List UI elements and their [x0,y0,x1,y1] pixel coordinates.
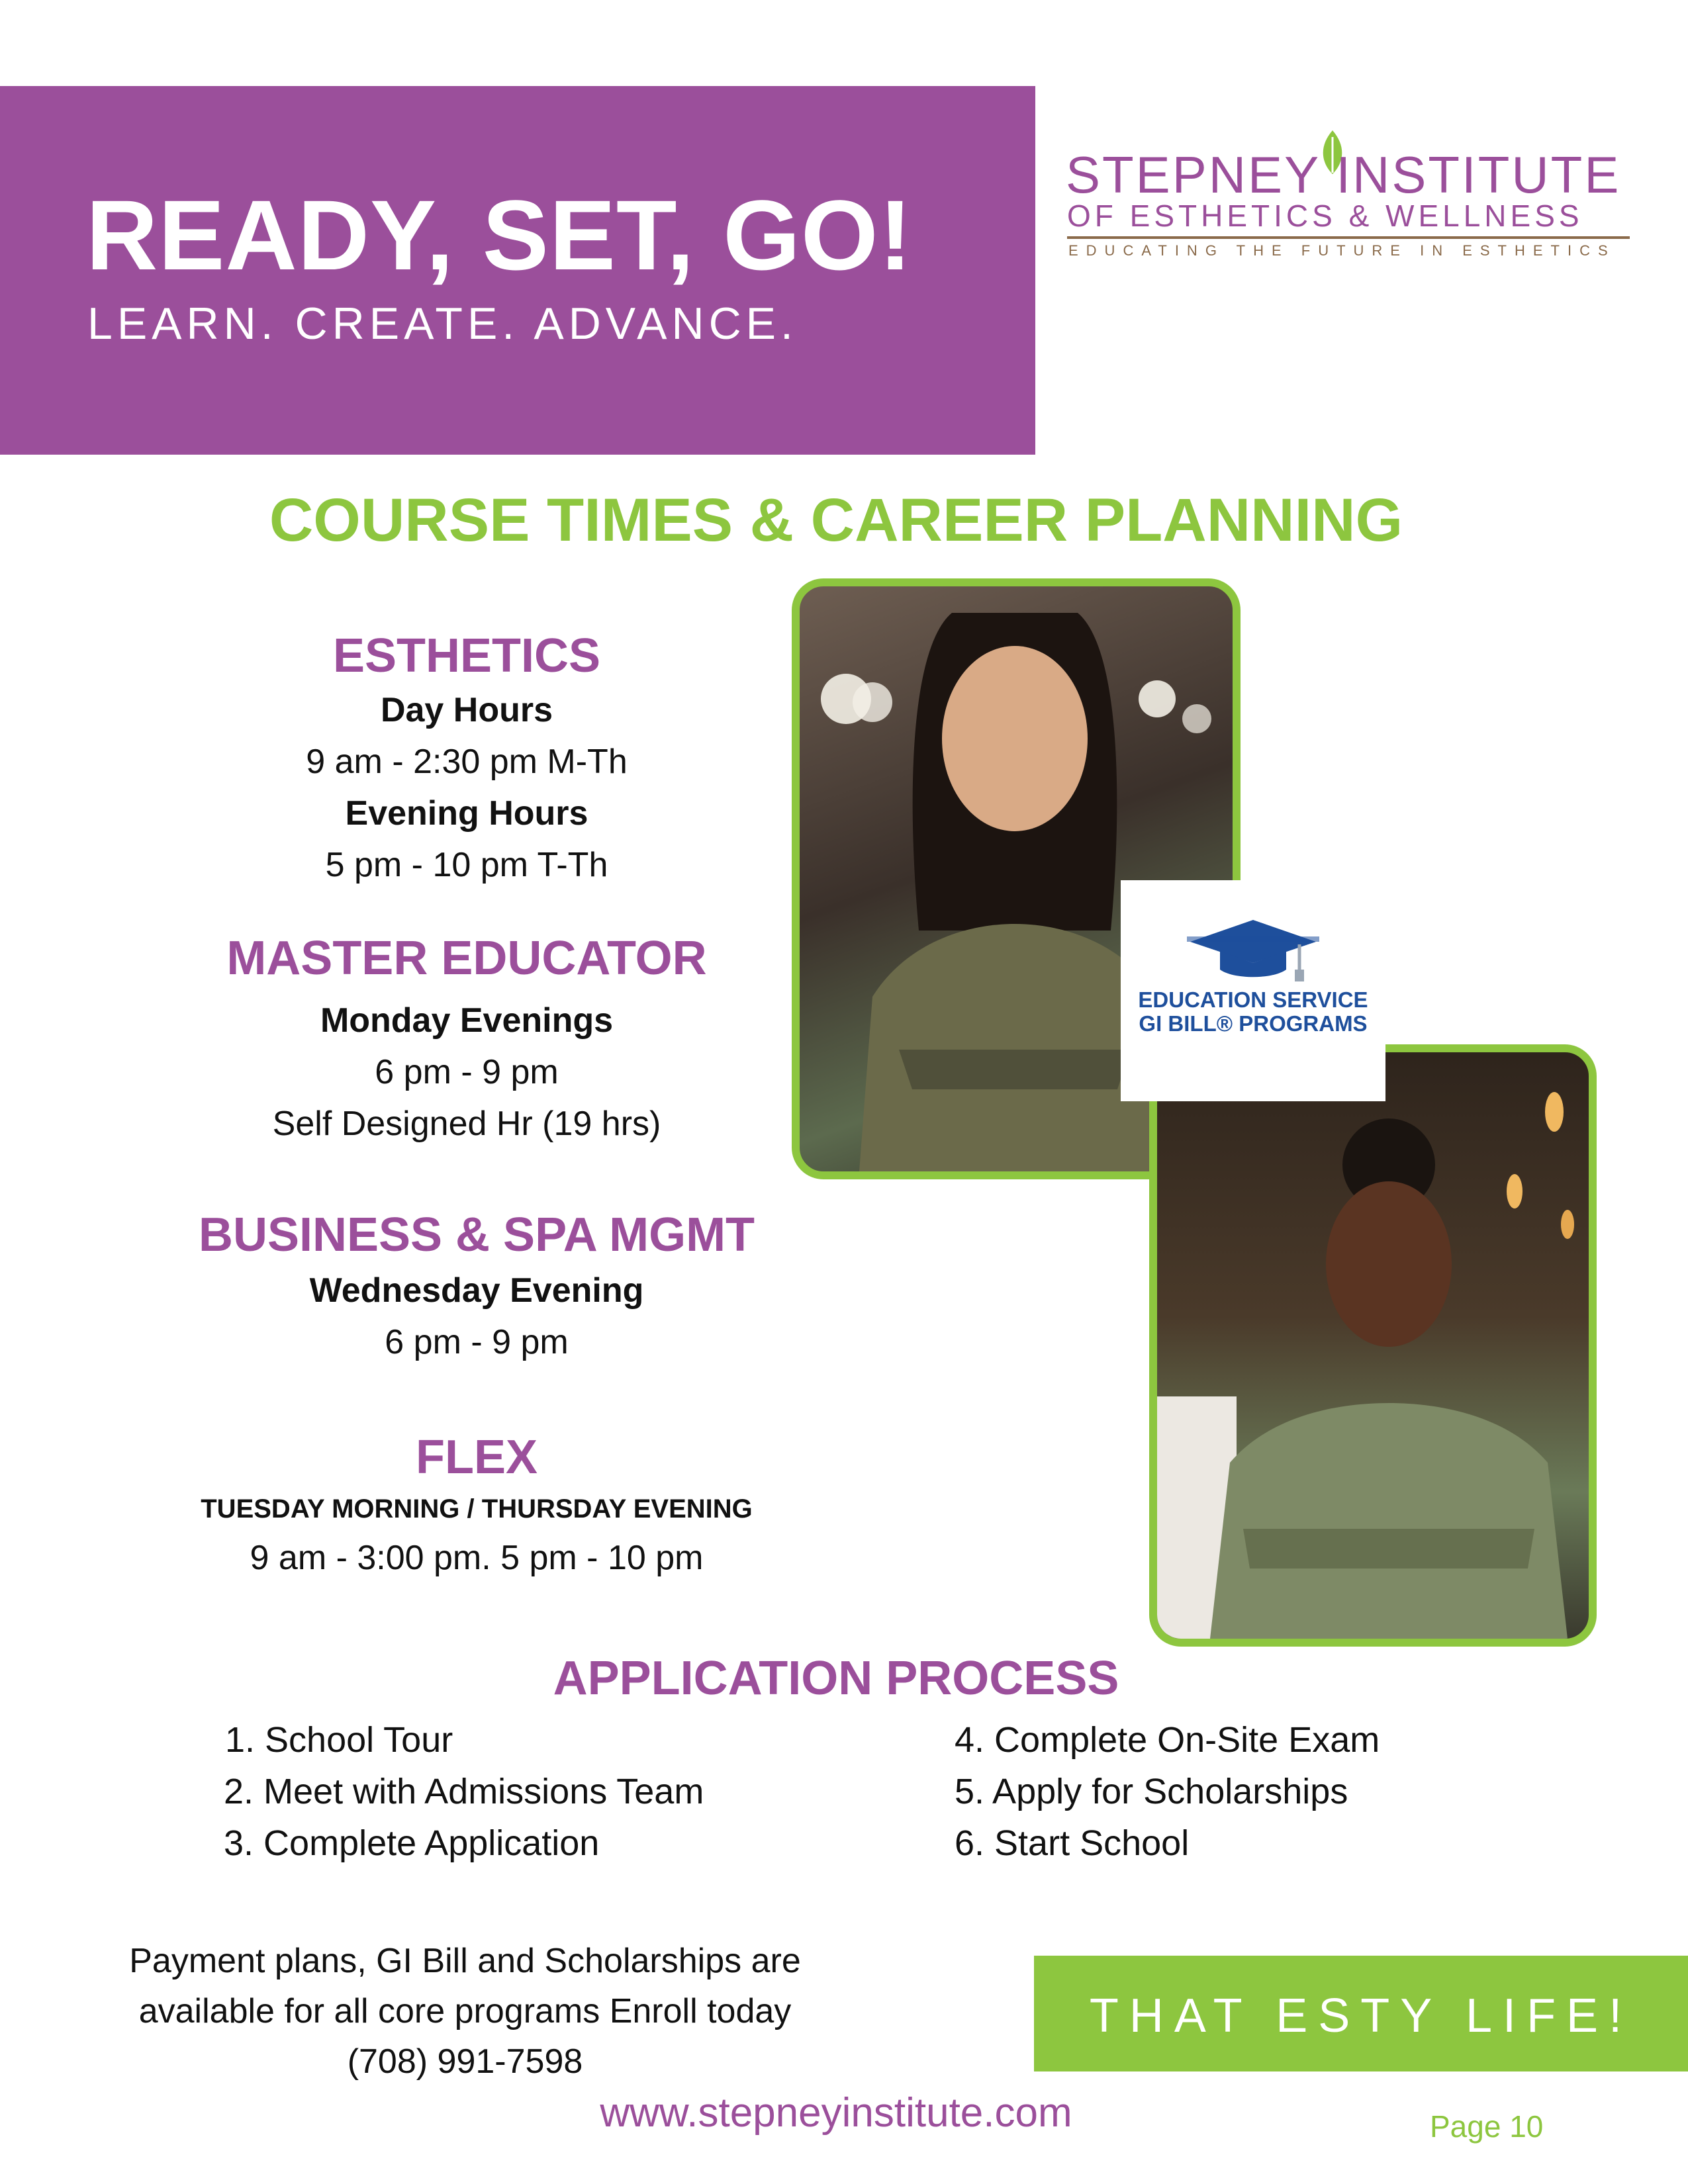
logo-subtitle: OF ESTHETICS & WELLNESS [1067,199,1583,233]
logo-name: STEPNEY INSTITUTE [1066,146,1621,204]
logo-tagline: EDUCATING THE FUTURE IN ESTHETICS [1068,242,1616,259]
schedule-time: 5 pm - 10 pm T-Th [325,846,608,884]
application-step: 6. Start School [955,1823,1190,1863]
program-title: ESTHETICS [332,629,601,682]
schedule-time: 6 pm - 9 pm [375,1053,559,1091]
gi-bill-badge [1121,880,1385,1101]
application-step: 4. Complete On-Site Exam [955,1720,1380,1760]
application-step: 5. Apply for Scholarships [955,1772,1348,1811]
page-subtitle: LEARN. CREATE. ADVANCE. [87,298,798,349]
schedule-label: TUESDAY MORNING / THURSDAY EVENING [201,1494,753,1524]
schedule-label: Wednesday Evening [309,1271,644,1310]
tagline-text: THAT ESTY LIFE! [1089,1989,1633,2042]
payment-line-1: Payment plans, GI Bill and Scholarships are [129,1942,801,1980]
institute-logo [1066,129,1635,275]
payment-line-2: available for all core programs Enroll today [138,1992,792,2030]
program-title: BUSINESS & SPA MGMT [198,1208,755,1261]
section-title: COURSE TIMES & CAREER PLANNING [269,486,1403,554]
schedule-label: Monday Evenings [320,1001,614,1040]
schedule-label: Evening Hours [345,794,588,833]
program-master-educator [202,934,731,1141]
schedule-time: 9 am - 2:30 pm M-Th [306,743,628,781]
program-title: FLEX [415,1431,538,1484]
program-business-spa [179,1208,774,1361]
program-esthetics [268,629,665,884]
program-flex [146,1433,808,1575]
application-step: 1. School Tour [225,1720,453,1760]
schedule-time: 6 pm - 9 pm [385,1323,569,1361]
application-step: 2. Meet with Admissions Team [224,1772,704,1811]
payment-note [93,1936,837,2087]
student-photo-2 [1149,1044,1597,1647]
schedule-note: Self Designed Hr (19 hrs) [272,1105,661,1143]
application-title: APPLICATION PROCESS [553,1652,1119,1705]
page-number: Page 10 [1430,2109,1544,2144]
photo-illustration [1157,1052,1589,1639]
program-title: MASTER EDUCATOR [226,932,707,985]
schedule-time: 9 am - 3:00 pm. 5 pm - 10 pm [250,1539,704,1577]
logo-divider [1067,236,1630,239]
gi-badge-line1: EDUCATION SERVICE [1138,987,1368,1012]
tagline-band [1034,1956,1688,2071]
application-step: 3. Complete Application [224,1823,600,1863]
page-title: READY, SET, GO! [86,179,913,291]
schedule-label: Day Hours [380,691,553,729]
graduation-cap-icon [1187,917,1319,983]
website-link[interactable]: www.stepneyinstitute.com [600,2090,1072,2136]
gi-badge-line2: GI BILL® PROGRAMS [1139,1011,1368,1036]
phone-number[interactable]: (708) 991-7598 [347,2042,583,2081]
